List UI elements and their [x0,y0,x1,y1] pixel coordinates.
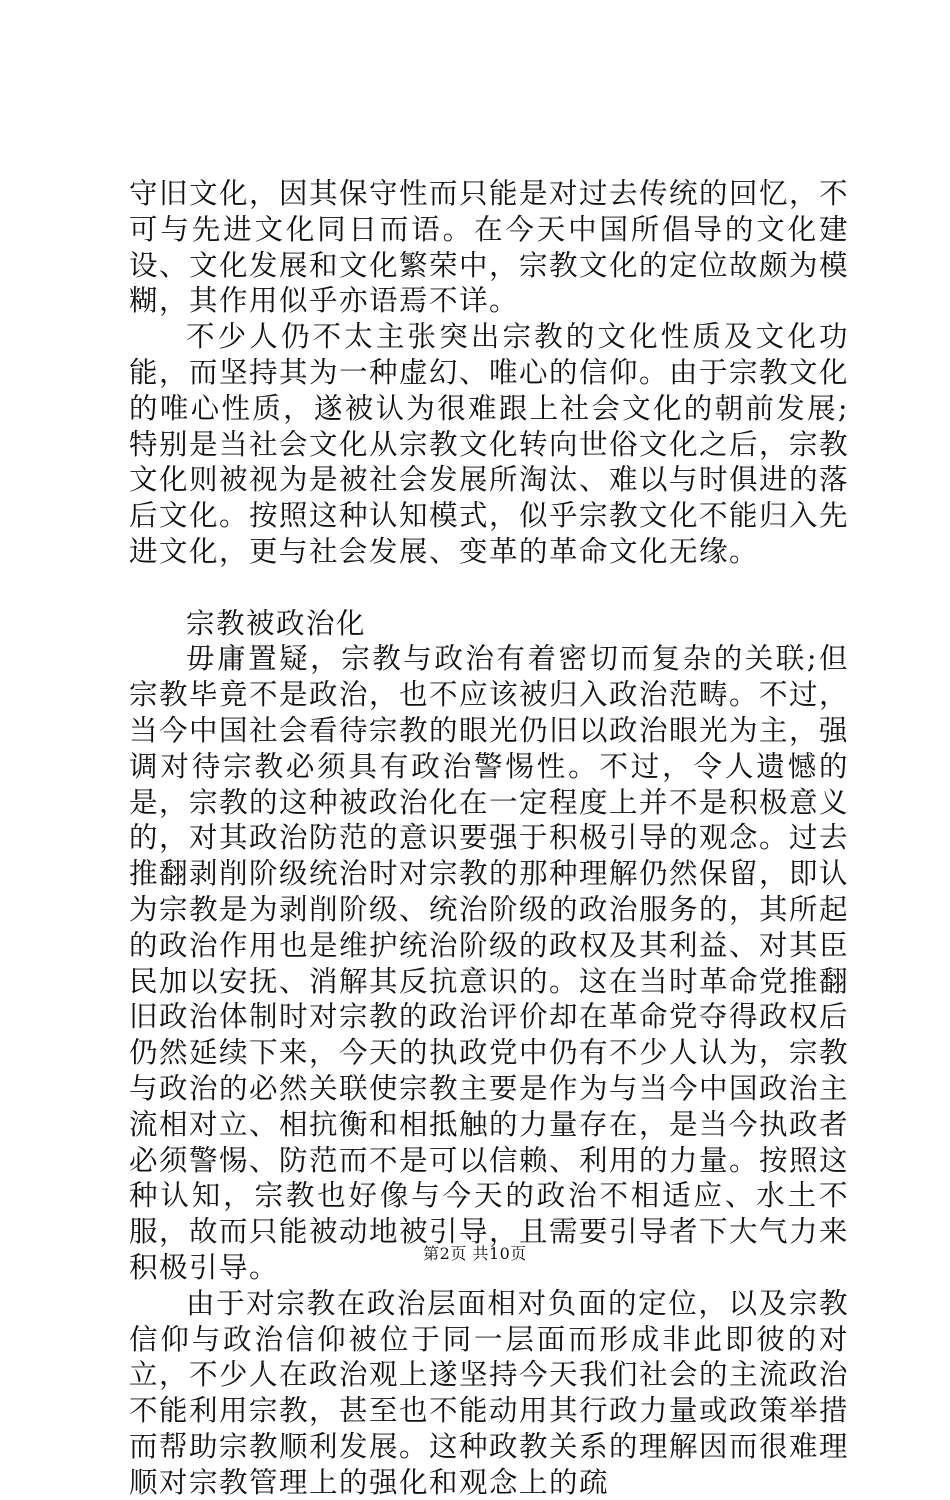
paragraph-gap [129,570,849,606]
page-number-footer: 第2页 共10页 [423,1244,527,1263]
document-body [129,176,849,1500]
paragraph: 不少人仍不太主张突出宗教的文化性质及文化功能，而坚持其为一种虚幻、唯心的信仰。由于宗教文化的唯心性质，遂被认为很难跟上社会文化的朝前发展;特别是当社会文化从宗教文化转向世俗文化之后，宗教文化则被视为是被社会发展所淘汰、难以与时俱进的落后文化。按照这种认知模式，似乎宗教文化不能归入先进文化，更与社会发展、变革的革命文化无缘。 [129,320,850,568]
section-heading: 宗教被政治化 [186,606,367,640]
paragraph: 由于对宗教在政治层面相对负面的定位，以及宗教信仰与政治信仰被位于同一层面而形成非此即彼的对立，不少人在政治观上遂坚持今天我们社会的主流政治不能利用宗教，甚至也不能动用其行政力量或政策举措而帮助宗教顺利发展。这种政教关系的理解因而很难理顺对宗教管理上的强化和观念上的疏 [129,1286,850,1499]
paragraph-continuation: 守旧文化，因其保守性而只能是对过去传统的回忆，不可与先进文化同日而语。在今天中国所倡导的文化建设、文化发展和文化繁荣中，宗教文化的定位故颇为模糊，其作用似乎亦语焉不详。 [129,177,850,318]
paragraph: 毋庸置疑，宗教与政治有着密切而复杂的关联;但宗教毕竟不是政治，也不应该被归入政治范畴。不过，当今中国社会看待宗教的眼光仍旧以政治眼光为主，强调对待宗教必须具有政治警惕性。不过，令人遗憾的是，宗教的这种被政治化在一定程度上并不是积极意义的，对其政治防范的意识要强于积极引导的观念。过去推翻剥削阶级统治时对宗教的那种理解仍然保留，即认为宗教是为剥削阶级、统治阶级的政治服务的，其所起的政治作用也是维护统治阶级的政权及其利益、对其臣民加以安抚、消解其反抗意识的。这在当时革命党推翻旧政治体制时对宗教的政治评价却在革命党夺得政权后仍然延续下来，今天的执政党中仍有不少人认为，宗教与政治的必然关联使宗教主要是作为与当今中国政治主流相对立、相抗衡和相抵触的力量存在，是当今执政者必须警惕、防范而不是可以信赖、利用的力量。按照这种认知，宗教也好像与今天的政治不相适应、水土不服，故而只能被动地被引导，且需要引导者下大气力来积极引导。 [129,642,850,1284]
